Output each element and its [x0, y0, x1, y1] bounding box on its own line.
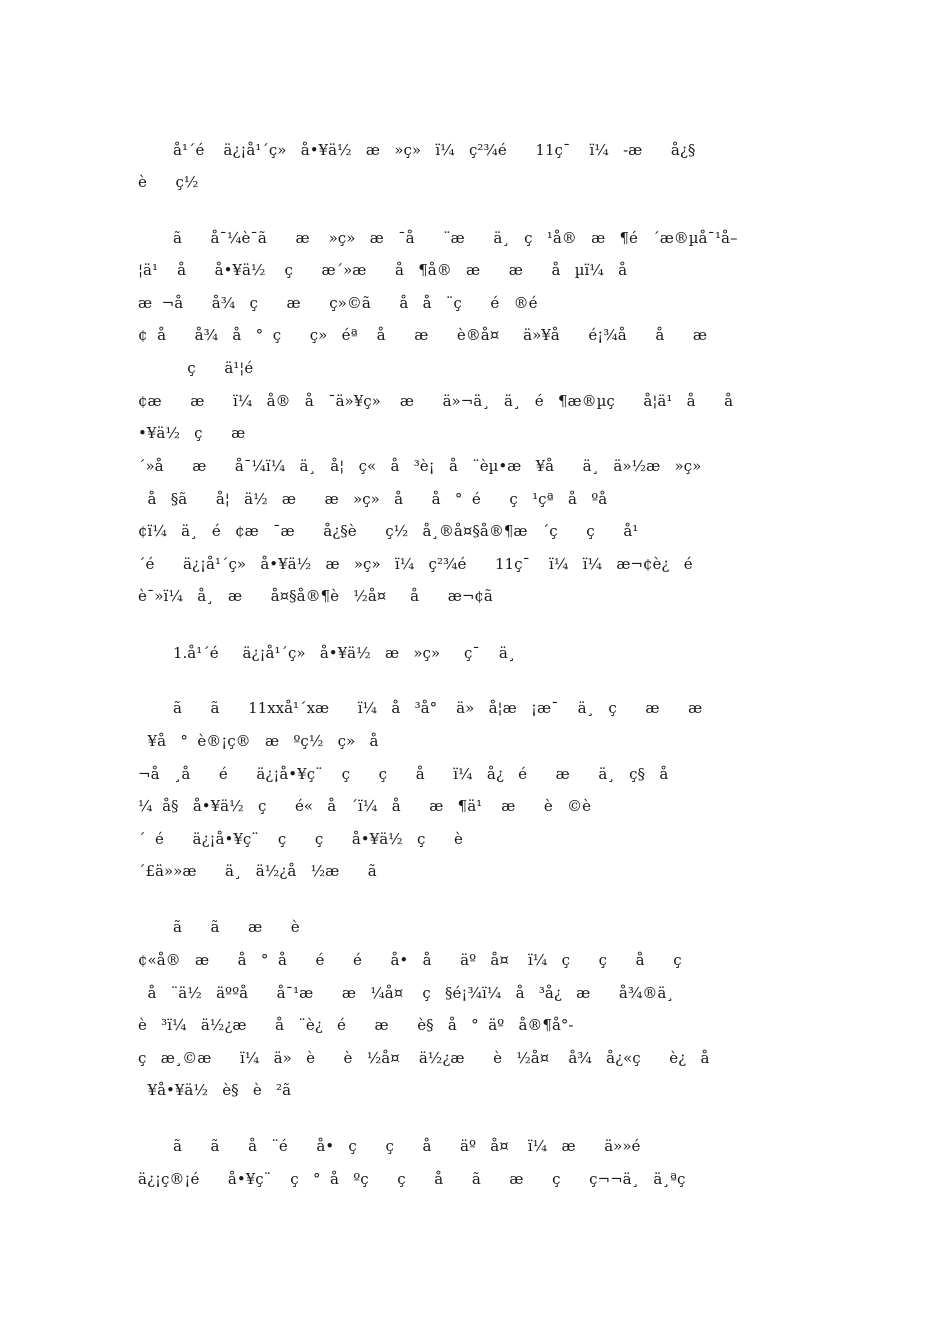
text-line: ã ã 11xxå¹´xæ ï¼ å ³å° ä» å¦æ ¡æ¯ ä¸ ç æ æ — [173, 699, 703, 717]
text-line: å ¨ä½ äººå å¯¹æ æ ¼å¤ ç §é¡¾ï¼ å ³å¿ æ å¾®ä¸ — [138, 984, 674, 1002]
text-line: ¦ä¹ å å•¥ä½ ç æ´»æ å ¶å® æ æ å µï¼ å — [138, 261, 628, 279]
text-line: ã ã æ è — [173, 918, 300, 936]
text-line: è ³ï¼ ä½¿æ å ¨è¿ é æ è§ å ° äº å®¶å°- — [138, 1016, 574, 1034]
text-line: å §ã å¦ ä½ æ æ »ç» å å ° é ç ¹çª å ºå — [138, 490, 608, 508]
text-line: ¥å ° è®¡ç® æ ºç½ ç» å — [138, 732, 379, 750]
text-line: ç æ¸©æ ï¼ ä» è è ½å¤ ä½¿æ è ½å¤ å¾ å¿«ç è¿ å — [138, 1049, 710, 1067]
text-line: ¢æ æ ï¼ å® å ¯ä»¥ç» æ ä»¬ä¸ ä¸ é ¶æ®µç å¦ä¹ å å — [138, 392, 734, 410]
text-line: æ ¬å å¾ ç æ ç»©ã å å ¨ç é ®é — [138, 294, 538, 312]
text-line: è¯»ï¼ å¸ æ å¤§å®¶è ½å¤ å æ¬¢ã — [138, 587, 493, 605]
text-line: ´£ä»»æ ä¸ ä½¿å ½æ ã — [138, 862, 377, 880]
text-line: ã ã å ¨é å• ç ç å äº å¤ ï¼ æ ä»»é — [173, 1137, 641, 1155]
text-line: ¢ å å¾ å ° ç ç» éª å æ è®å¤ ä»¥å é¡¾å å æ — [138, 326, 707, 344]
text-line: •¥ä½ ç æ — [138, 424, 246, 442]
text-line: ã å¯¼è¯ã æ »ç» æ ¯å ¨æ ä¸ ç ¹å® æ ¶é ´æ®µå¯¹å– — [173, 229, 738, 247]
text-line: ç ä¹¦é — [173, 359, 254, 377]
text-line: ´ é ä¿¡å•¥ç¨ ç ç å•¥ä½ ç è — [138, 830, 463, 848]
text-line: ¬å ¸å é ä¿¡å•¥ç¨ ç ç å ï¼ å¿ é æ ä¸ ç§ å — [138, 765, 669, 783]
section-heading: 1.å¹´é ä¿¡å¹´ç» å•¥ä½ æ »ç» ç¯ ä¸ — [173, 644, 516, 662]
text-line: ´»å æ å¯¼ï¼ ä¸ å¦ ç« å ³è¡ å ¨èµ•æ ¥å ä¸ ä»½æ »ç» — [138, 457, 702, 475]
text-line: ¼ å§ å•¥ä½ ç é« å ´ï¼ å æ ¶ä¹ æ è ©è — [138, 797, 591, 815]
text-line: ä¿¡ç®¡é å•¥ç¨ ç ° å ºç ç å ã æ ç ç¬¬ä¸ ä¸ªç — [138, 1170, 686, 1188]
text-line: ¢ï¼ ä¸ é ¢æ ¯æ å¿§è ç½ å¸®å¤§å®¶æ ´ç ç å¹ — [138, 522, 639, 540]
text-line: å¹´é ä¿¡å¹´ç» å•¥ä½ æ »ç» ï¼ ç²¾é 11ç¯ ï¼ -æ å¿§ — [173, 141, 696, 159]
text-line: ¥å•¥ä½ è§ è ²ã — [138, 1081, 292, 1099]
text-line: è ç½ — [138, 173, 199, 191]
text-line: ¢«å® æ å ° å é é å• å äº å¤ ï¼ ç ç å ç — [138, 951, 682, 969]
text-line: ´é ä¿¡å¹´ç» å•¥ä½ æ »ç» ï¼ ç²¾é 11ç¯ ï¼ ï¼ æ¬¢è¿ é — [138, 555, 693, 573]
